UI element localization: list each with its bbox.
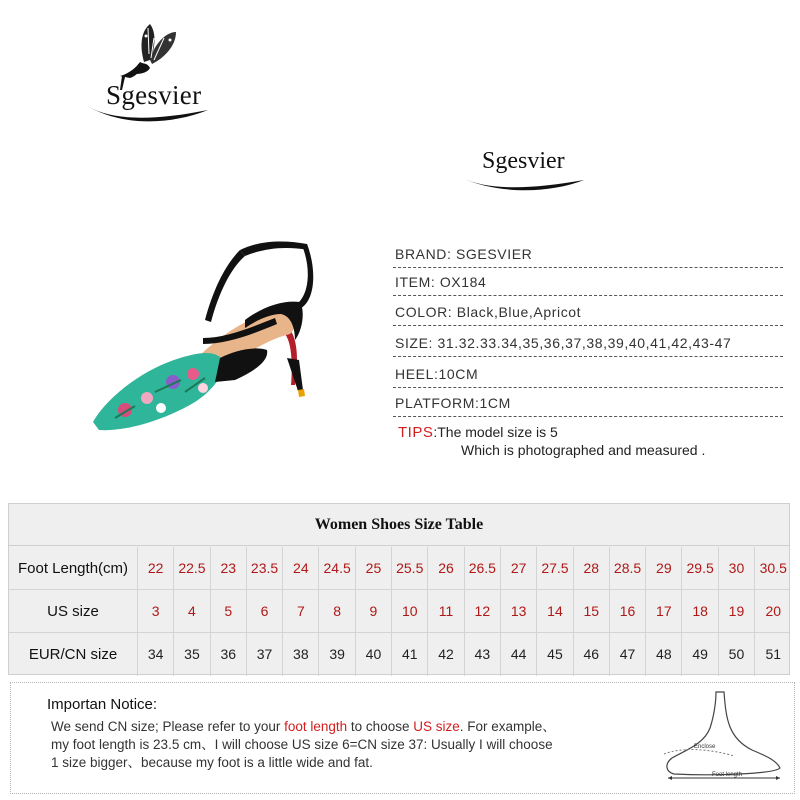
us-size-highlight: US size: [413, 719, 460, 734]
row-header: EUR/CN size: [9, 633, 138, 676]
table-cell: 46: [574, 633, 610, 676]
table-cell: 39: [320, 633, 356, 676]
table-row-us-size: [9, 590, 789, 633]
foot-length-highlight: foot length: [284, 719, 348, 734]
table-cell: 18: [683, 590, 719, 632]
brand-logo-text: Sgesvier: [106, 80, 202, 110]
table-cell: 4: [174, 590, 210, 632]
table-cell: 35: [174, 633, 210, 676]
table-cell: 28: [574, 547, 610, 589]
table-cell: 25: [356, 547, 392, 589]
foot-length-label: Foot length: [712, 772, 743, 778]
spec-brand: BRAND: SGESVIER: [393, 240, 783, 268]
table-cell: 37: [247, 633, 283, 676]
table-cell: 22: [138, 547, 174, 589]
row-header: US size: [9, 590, 138, 632]
table-cell: 9: [356, 590, 392, 632]
tips-line-1: :The model size is 5: [433, 424, 558, 440]
tips-note: [398, 424, 788, 458]
table-cell: 34: [138, 633, 174, 676]
table-cell: 20: [765, 603, 782, 619]
spec-platform: PLATFORM:1CM: [393, 389, 783, 417]
table-cell: 29: [646, 547, 682, 589]
table-cell: 6: [247, 590, 283, 632]
table-cell: 11: [428, 590, 464, 632]
table-cell: 26.5: [465, 547, 501, 589]
brand-logo: [78, 18, 213, 128]
table-cell: 16: [610, 590, 646, 632]
table-cell: 28.5: [610, 547, 646, 589]
table-cell: 17: [646, 590, 682, 632]
table-cell: 14: [537, 590, 573, 632]
table-cell: 43: [465, 633, 501, 676]
brand-logo-secondary: [458, 140, 588, 195]
table-cell: 50: [719, 633, 755, 676]
tips-line-2: Which is photographed and measured .: [461, 442, 706, 458]
table-cell: 48: [646, 633, 682, 676]
table-cell: 10: [392, 590, 428, 632]
table-cell: 42: [428, 633, 464, 676]
table-cell: 47: [610, 633, 646, 676]
table-cell: 24: [283, 547, 319, 589]
table-cell: 15: [574, 590, 610, 632]
table-cell: 3: [138, 590, 174, 632]
notice-line-2: my foot length is 23.5 cm、I will choose US size 6=CN size 37: Usually I will choose: [51, 737, 553, 752]
table-cell: 29.5: [683, 547, 719, 589]
brand-logo-text-secondary: Sgesvier: [482, 148, 565, 174]
size-table: [8, 503, 790, 675]
table-cell: 23.5: [247, 547, 283, 589]
spec-heel: HEEL:10CM: [393, 360, 783, 388]
table-cell: 19: [719, 590, 755, 632]
table-cell: 24.5: [320, 547, 356, 589]
foot-measurement-icon: [654, 688, 792, 783]
enclose-label: Enclose: [694, 744, 716, 750]
spec-item: ITEM: OX184: [393, 268, 783, 296]
notice-line-1: We send CN size; Please refer to your foot length to choose US size. For example、: [51, 719, 556, 734]
table-cell: 7: [283, 590, 319, 632]
table-row-foot-length: [9, 547, 789, 590]
table-cell: 27.5: [537, 547, 573, 589]
table-cell: 45: [537, 633, 573, 676]
spec-color: COLOR: Black,Blue,Apricot: [393, 298, 783, 326]
table-cell: 38: [283, 633, 319, 676]
table-cell: 36: [211, 633, 247, 676]
table-cell: 30.5: [759, 560, 787, 576]
product-image: [85, 210, 390, 455]
table-cell: 8: [320, 590, 356, 632]
table-cell: 51: [765, 646, 782, 662]
table-cell: 12: [465, 590, 501, 632]
table-cell: 40: [356, 633, 392, 676]
table-cell: 23: [211, 547, 247, 589]
notice-line-3: 1 size bigger、because my foot is a little wide and fat.: [51, 755, 373, 770]
table-cell: 13: [501, 590, 537, 632]
notice-title: Importan Notice:: [47, 696, 158, 713]
table-cell: 26: [428, 547, 464, 589]
table-cell: 25.5: [392, 547, 428, 589]
size-table-title: Women Shoes Size Table: [9, 504, 789, 546]
table-row-eur-cn-size: [9, 633, 789, 676]
tips-label: TIPS: [398, 424, 434, 441]
table-cell: 5: [211, 590, 247, 632]
table-cell: 30: [719, 547, 755, 589]
table-cell: 44: [501, 633, 537, 676]
spec-size: SIZE: 31.32.33.34,35,36,37,38,39,40,41,42,43-47: [393, 329, 783, 357]
important-notice: [10, 682, 795, 794]
row-header: Foot Length(cm): [9, 547, 138, 589]
table-cell: 22.5: [174, 547, 210, 589]
table-cell: 49: [683, 633, 719, 676]
butterfly-heel-icon: [78, 18, 213, 128]
table-cell: 41: [392, 633, 428, 676]
table-cell: 27: [501, 547, 537, 589]
